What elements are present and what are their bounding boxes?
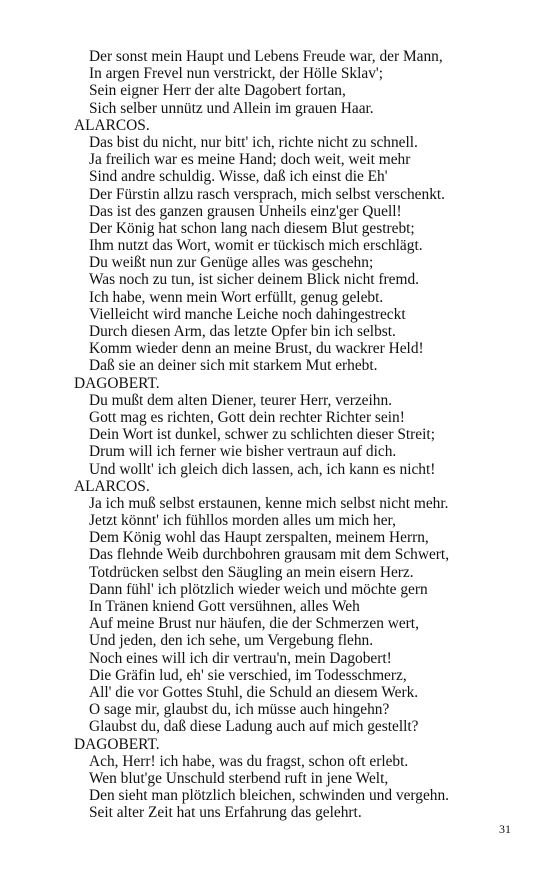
verse-line: Was noch zu tun, ist sicher deinem Blick nicht fremd.: [89, 271, 420, 289]
verse-line: Vielleicht wird manche Leiche noch dahingestreckt: [89, 305, 406, 323]
verse-line: Ja ich muß selbst erstaunen, kenne mich selbst nicht mehr.: [89, 494, 449, 512]
verse-line: Den sieht man plötzlich bleichen, schwinden und vergehn.: [89, 787, 450, 805]
verse-line: Dann fühl' ich plötzlich wieder weich und möchte gern: [89, 580, 428, 598]
verse-line: Wen blut'ge Unschuld sterbend ruft in jene Welt,: [89, 769, 389, 787]
verse-line: Die Gräfin lud, eh' sie verschied, im Todesschmerz,: [89, 666, 407, 684]
verse-line: Sind andre schuldig. Wisse, daß ich einst die Eh': [89, 168, 388, 186]
speaker-name: ALARCOS.: [74, 477, 150, 495]
verse-line: Daß sie an deiner sich mit starkem Mut erhebt.: [89, 357, 378, 375]
verse-line: Du weißt nun zur Genüge alles was geschehn;: [89, 254, 374, 272]
verse-line: Der Fürstin allzu rasch versprach, mich selbst verschenkt.: [89, 185, 446, 203]
verse-line: Komm wieder denn an meine Brust, du wackrer Held!: [89, 340, 424, 358]
verse-line: Drum will ich ferner wie bisher vertraun auf dich.: [89, 443, 397, 461]
verse-line: Jetzt könnt' ich fühllos morden alles um mich her,: [89, 512, 396, 530]
verse-line: Und jeden, den ich sehe, um Vergebung flehn.: [89, 632, 374, 650]
verse-line: O sage mir, glaubst du, ich müsse auch hingehn?: [89, 701, 390, 719]
verse-line: Ach, Herr! ich habe, was du fragst, schon oft erlebt.: [89, 752, 409, 770]
verse-line: In argen Frevel nun verstrickt, der Hölle Sklav';: [89, 65, 383, 83]
page-number: 31: [499, 822, 511, 836]
verse-line: Sich selber unnütz und Allein im grauen Haar.: [89, 99, 374, 117]
verse-line: Glaubst du, daß diese Ladung auch auf mich gestellt?: [89, 718, 419, 736]
verse-line: Dem König wohl das Haupt zerspalten, meinem Herrn,: [89, 529, 429, 547]
verse-line: Ihm nutzt das Wort, womit er tückisch mich erschlägt.: [89, 237, 423, 255]
verse-line: Du mußt dem alten Diener, teurer Herr, verzeihn.: [89, 391, 393, 409]
verse-line: Sein eigner Herr der alte Dagobert fortan,: [89, 82, 346, 100]
speaker-name: ALARCOS.: [74, 116, 150, 134]
speaker-name: DAGOBERT.: [74, 735, 160, 753]
drama-text: [74, 48, 474, 821]
verse-line: Das ist des ganzen grausen Unheils einz'ger Quell!: [89, 202, 402, 220]
verse-line: Noch eines will ich dir vertrau'n, mein Dagobert!: [89, 649, 392, 667]
verse-line: Auf meine Brust nur häufen, die der Schmerzen wert,: [89, 615, 419, 633]
verse-line: Dein Wort ist dunkel, schwer zu schlichten dieser Streit;: [89, 426, 435, 444]
verse-line: Gott mag es richten, Gott dein rechter Richter sein!: [89, 408, 405, 426]
verse-line: Ich habe, wenn mein Wort erfüllt, genug gelebt.: [89, 288, 384, 306]
verse-line: Der sonst mein Haupt und Lebens Freude war, der Mann,: [89, 48, 443, 65]
verse-line: Ja freilich war es meine Hand; doch weit, weit mehr: [89, 151, 411, 169]
verse-line: In Tränen kniend Gott versühnen, alles Weh: [89, 598, 360, 615]
verse-line: Das bist du nicht, nur bitt' ich, richte nicht zu schnell.: [89, 133, 418, 151]
verse-line: Durch diesen Arm, das letzte Opfer bin ich selbst.: [89, 323, 396, 340]
verse-line: Totdrücken selbst den Säugling an mein eisern Herz.: [89, 563, 414, 581]
verse-line: Der König hat schon lang nach diesem Blut gestrebt;: [89, 219, 415, 237]
speaker-name: DAGOBERT.: [74, 374, 160, 392]
verse-line: All' die vor Gottes Stuhl, die Schuld an diesem Werk.: [89, 683, 419, 701]
verse-line: Das flehnde Weib durchbohren grausam mit dem Schwert,: [89, 546, 450, 564]
verse-line: Seit alter Zeit hat uns Erfahrung das gelehrt.: [89, 804, 362, 822]
verse-line: Und wollt' ich gleich dich lassen, ach, ich kann es nicht!: [89, 460, 436, 478]
